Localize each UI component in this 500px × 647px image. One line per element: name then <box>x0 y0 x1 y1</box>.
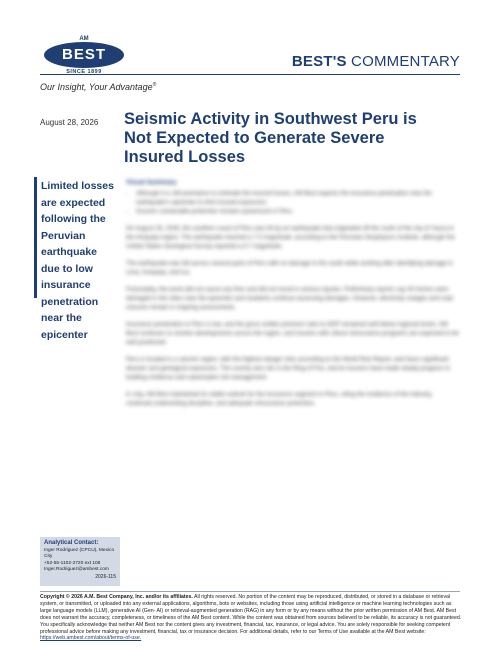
am-best-logo <box>40 36 128 78</box>
body-paragraph: Fortunately, the event did not cause any fires and did not result in serious injuries. Preliminary reports say 40 homes were damaged in the cities near the epicenter and residents continue assessing damages. However, electricity outages and road closures remain in ongoing assessments. <box>126 287 453 311</box>
section-heading <box>288 53 460 70</box>
summary-bullet: • Although it is still premature to estimate the insured losses, AM Best expects the insurance penetration near the earthquake's epicenter to limit insured exposures. <box>136 190 460 208</box>
logo-am-text: AM <box>79 36 89 42</box>
contact-line: Inger Rodriguez (CPCU), Mexico City <box>44 547 115 559</box>
body-paragraph: The earthquake was felt across several parts of Peru with no damage in the south while working after identifying damage in Lima, Arequipa, and Ica. <box>126 261 453 276</box>
tagline <box>40 82 156 92</box>
summary-bullets <box>126 190 460 217</box>
contact-heading: Analytical Contact: <box>44 540 99 546</box>
section-heading-light: COMMENTARY <box>351 53 460 70</box>
body-paragraph: Peru is located in a seismic region, with the highest danger risks according to the World Risk Report, and faces significant disaster and geological exposures. The country also sits in the Ring of Fire, and its insurers have made steady progress in building resilience and catastrophe risk management. <box>126 357 451 381</box>
terms-of-use-link[interactable]: https://web.ambest.com/about/terms-of-use. <box>40 635 142 642</box>
header-divider <box>40 74 460 75</box>
pullquote: Limited losses are expected following the Peruvian earthquake due to low insurance penetration near the epicenter <box>41 180 114 341</box>
logo-best-text: BEST <box>61 46 106 63</box>
logo-since-text: SINCE 1899 <box>66 69 102 75</box>
body-paragraph: Insurance penetration in Peru is low, and the gross written premium ratio to GDP remained well below regional levels. AM Best continues to monitor developments across the region, and insurers with robust reinsurance programs are expected to be well positioned. <box>126 322 459 346</box>
article-title: Seismic Activity in Southwest Peru is Not Expected to Generate Severe Insured Losses <box>124 110 417 166</box>
document-number: 2026-115 <box>95 574 116 580</box>
publication-date: August 28, 2026 <box>40 118 99 127</box>
article-body <box>126 178 460 417</box>
summary-bullet: • Insurers sustainable protection remains paramount in Peru. <box>136 208 460 217</box>
contact-line: +52-55-1102-2720 ext 108 <box>44 560 101 566</box>
section-heading-strong: BEST'S <box>291 53 347 70</box>
copyright-notice: Copyright © 2026 A.M. Best Company, Inc. and/or its affiliates. <box>40 594 193 600</box>
body-paragraph: On August 28, 2026, the southern coast of Peru was hit by an earthquake that originated off the south of the city of Yauca in the Arequipa region. The earthquake reached a 7.0 magnitude, according to the Peruvian Geophysics Institute, although the United States Geological Survey reported a 6.7 magnitude. <box>126 226 455 250</box>
body-section-label: Visual Summary <box>126 179 177 186</box>
tagline-text: Our Insight, Your Advantage <box>40 82 153 92</box>
footer-divider <box>40 591 460 592</box>
body-paragraph: In July, AM Best maintained its stable outlook for the insurance segment in Peru, citing the resilience of the industry, continued underwriting discipline, and adequate reinsurance protection. <box>126 392 433 407</box>
copyright-text: All rights reserved. No portion of the content may be reproduced, distributed, or stored in a database or retrieval system, or transmitted, or uploaded into any external applications, algorithms, bots or websites, including those using artificial intelligence or machine learning technologies such as large language models (LLM), generative AI (Gen- AI) or retrieval-augmented generation (RAG) in any form or by any means without the prior written permission of AM Best. AM Best does not warrant the accuracy, completeness, or timeliness of the AM Best content. While the content was obtained from sources believed to be reliable, its accuracy is not guaranteed. You specifically acknowledge that neither AM Best nor the content gives any investment, financial, tax, insurance, or legal advice. You are solely responsible for seeking competent professional advice before making any investment, financial, tax or insurance decision. For additional details, refer to our Terms of Use available at the AM Best website: <box>40 594 462 635</box>
contact-email[interactable]: Inger.Rodriguez@ambest.com <box>44 567 109 572</box>
copyright-footer <box>40 594 464 642</box>
pullquote-rule <box>34 177 37 298</box>
registered-mark: ® <box>152 82 157 88</box>
